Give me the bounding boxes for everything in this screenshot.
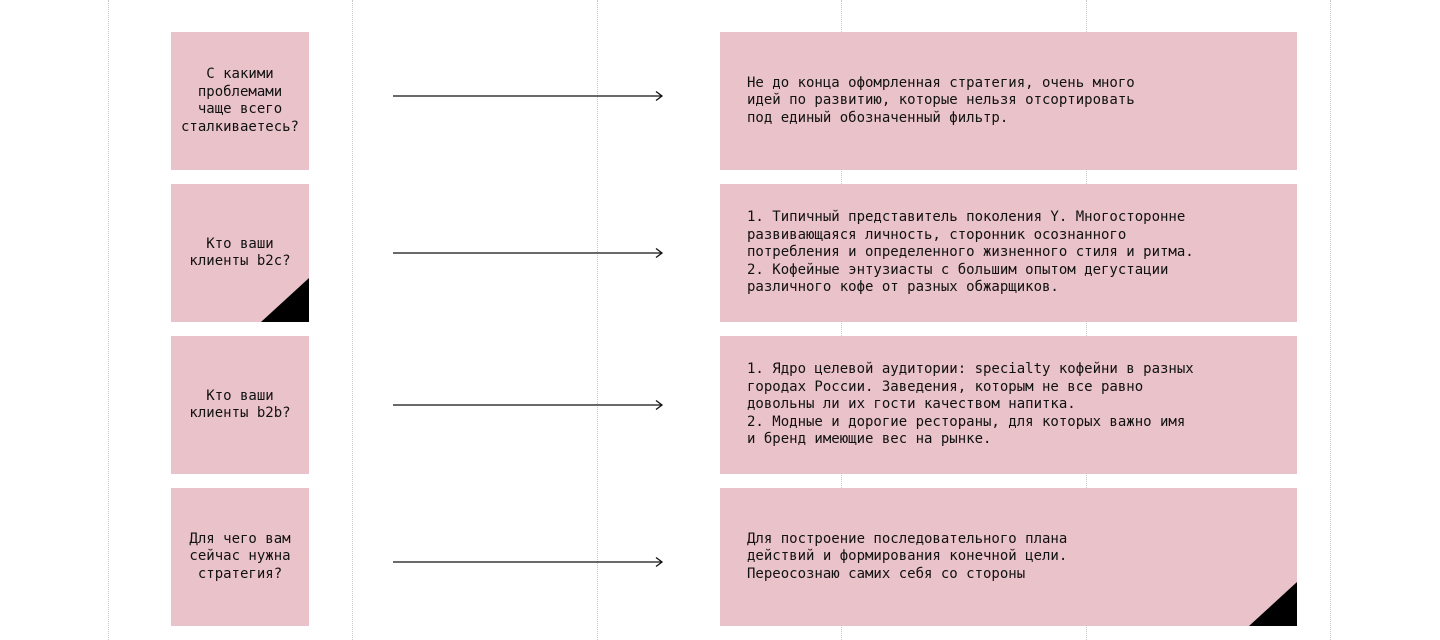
arrow-right-icon	[393, 556, 664, 568]
question-text: Кто ваши клиенты b2b?	[189, 387, 291, 421]
question-card	[171, 184, 309, 322]
answer-text: Не до конца офомрленная стратегия, очень много идей по развитию, которые нельзя отсортировать под единый обозначенный фильтр.	[747, 74, 1135, 126]
answer-card	[720, 488, 1297, 626]
answer-text: 1. Ядро целевой аудитории: specialty кофейни в разных городах России. Заведения, которым не все равно довольны ли их гости качеством напитка. 2. Модные и дорогие рестораны, для которых важно имя и бренд имеющие вес на рынке.	[747, 361, 1194, 448]
question-card	[171, 336, 309, 474]
question-text: Для чего вам сейчас нужна стратегия?	[189, 530, 291, 582]
answer-text: 1. Типичный представитель поколения Y. Многосторонне развивающаяся личность, сторонник осознанного потребления и определенного жизненного стиля и ритма. 2. Кофейные энтузиасты с большим опытом дегустации различного кофе от разных обжарщиков.	[747, 209, 1194, 296]
question-card	[171, 488, 309, 626]
question-text: Кто ваши клиенты b2c?	[189, 235, 291, 269]
question-text: С какими проблемами чаще всего сталкиваетесь?	[180, 66, 299, 135]
answer-card	[720, 336, 1297, 474]
folded-corner-icon	[1249, 582, 1297, 626]
answer-card	[720, 184, 1297, 322]
arrow-right-icon	[393, 247, 664, 259]
guide-line	[1330, 0, 1331, 640]
arrow-right-icon	[393, 90, 664, 102]
folded-corner-icon	[261, 278, 309, 322]
answer-card	[720, 32, 1297, 170]
guide-line	[108, 0, 109, 640]
question-card	[171, 32, 309, 170]
arrow-right-icon	[393, 399, 664, 411]
guide-line	[352, 0, 353, 640]
answer-text: Для построение последовательного плана действий и формирования конечной цели. Переосознаю самих себя со стороны	[747, 530, 1068, 582]
